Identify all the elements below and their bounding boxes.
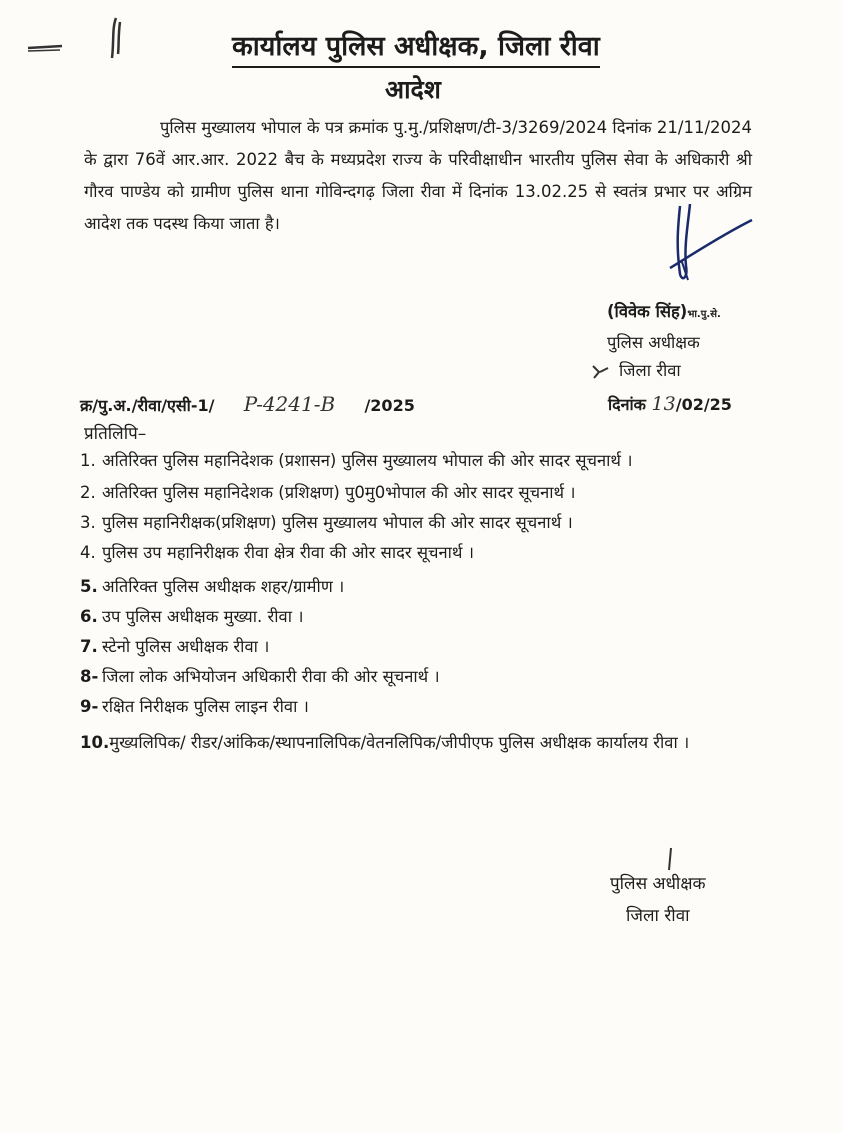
list-item: [80, 728, 750, 758]
reference-prefix: क्र/पु.अ./रीवा/एसी-1/: [80, 396, 215, 415]
signatory-name: (विवेक सिंह): [607, 302, 688, 321]
list-item: [80, 572, 750, 602]
list-item: [80, 538, 750, 568]
list-item-text: मुख्यलिपिक/ रीडर/आंकिक/स्थापनालिपिक/वेतनलिपिक/जीपीएफ पुलिस अधीक्षक कार्यालय रीवा ।: [109, 733, 690, 752]
date-rest: /02/25: [675, 395, 732, 414]
order-date: [608, 390, 732, 419]
list-item-text: रक्षित निरीक्षक पुलिस लाइन रीवा ।: [102, 697, 309, 716]
reference-number: [80, 390, 415, 420]
signatory-district: जिला रीवा: [619, 361, 681, 380]
copy-to-label: प्रतिलिपि–: [84, 424, 147, 444]
list-item-text: पुलिस उप महानिरीक्षक रीवा क्षेत्र रीवा की ओर सादर सूचनार्थ ।: [102, 543, 474, 562]
list-item-number: 10.: [80, 733, 110, 752]
list-item-number: 1.: [80, 451, 96, 470]
list-item: [80, 602, 750, 632]
list-item-number: 7.: [80, 637, 98, 656]
list-item-text: अतिरिक्त पुलिस अधीक्षक शहर/ग्रामीण ।: [102, 577, 345, 596]
list-item-number: 4.: [80, 543, 96, 562]
list-item: [80, 632, 750, 662]
list-item: [80, 662, 750, 692]
list-item: [80, 508, 750, 538]
list-item-text: उप पुलिस अधीक्षक मुख्या. रीवा ।: [102, 607, 304, 626]
reference-handwritten-number: P-4241-B: [243, 392, 336, 416]
list-item: [80, 446, 750, 476]
signatory-designation: पुलिस अधीक्षक: [607, 333, 700, 352]
list-item-text: पुलिस महानिरीक्षक(प्रशिक्षण) पुलिस मुख्यालय भोपाल की ओर सादर सूचनार्थ ।: [102, 513, 573, 532]
list-item-number: 6.: [80, 607, 98, 626]
order-title: आदेश: [385, 75, 441, 104]
list-item-number: 5.: [80, 577, 98, 596]
office-title: कार्यालय पुलिस अधीक्षक, जिला रीवा: [232, 30, 600, 68]
list-item-number: 9-: [80, 697, 99, 716]
signatory-suffix: भा.पु.से.: [687, 309, 721, 320]
order-text: पुलिस मुख्यालय भोपाल के पत्र क्रमांक पु.मु./प्रशिक्षण/टी-3/3269/2024 दिनांक 21/11/2024 के द्वारा 76वें आर.आर. 2022 बैच के मध्यप्रदेश राज्य के परिवीक्षाधीन भारतीय पुलिस सेवा के अधिकारी श्री गौरव पाण्डेय को ग्रामीण पुलिस थाना गोविन्दगढ़ जिला रीवा में दिनांक 13.02.25 से स्वतंत्र प्रभार पर अग्रिम आदेश तक पदस्थ किया जाता है।: [84, 118, 752, 233]
list-item-number: 2.: [80, 483, 96, 502]
order-paragraph: [84, 112, 752, 240]
list-item-number: 3.: [80, 513, 96, 532]
footer-district: जिला रीवा: [626, 906, 690, 926]
handwritten-mark: [20, 14, 130, 64]
footer-designation: पुलिस अधीक्षक: [610, 874, 706, 894]
list-item-number: 8-: [80, 667, 99, 686]
handwritten-tick: [590, 362, 612, 382]
signature-image: [660, 196, 760, 296]
list-item-text: अतिरिक्त पुलिस महानिदेशक (प्रशिक्षण) पु0मु0भोपाल की ओर सादर सूचनार्थ ।: [102, 483, 576, 502]
footer-signature: [610, 868, 706, 932]
date-label: दिनांक: [608, 395, 646, 414]
reference-year: /2025: [364, 396, 415, 415]
list-item-text: स्टेनो पुलिस अधीक्षक रीवा ।: [102, 637, 270, 656]
list-item: [80, 478, 750, 508]
signatory-block: [607, 298, 721, 385]
date-day-handwritten: 13: [651, 393, 676, 415]
list-item-text: अतिरिक्त पुलिस महानिदेशक (प्रशासन) पुलिस मुख्यालय भोपाल की ओर सादर सूचनार्थ ।: [102, 451, 633, 470]
copy-to-list: [80, 446, 750, 758]
list-item: [80, 692, 750, 722]
list-item-text: जिला लोक अभियोजन अधिकारी रीवा की ओर सूचनार्थ ।: [102, 667, 440, 686]
